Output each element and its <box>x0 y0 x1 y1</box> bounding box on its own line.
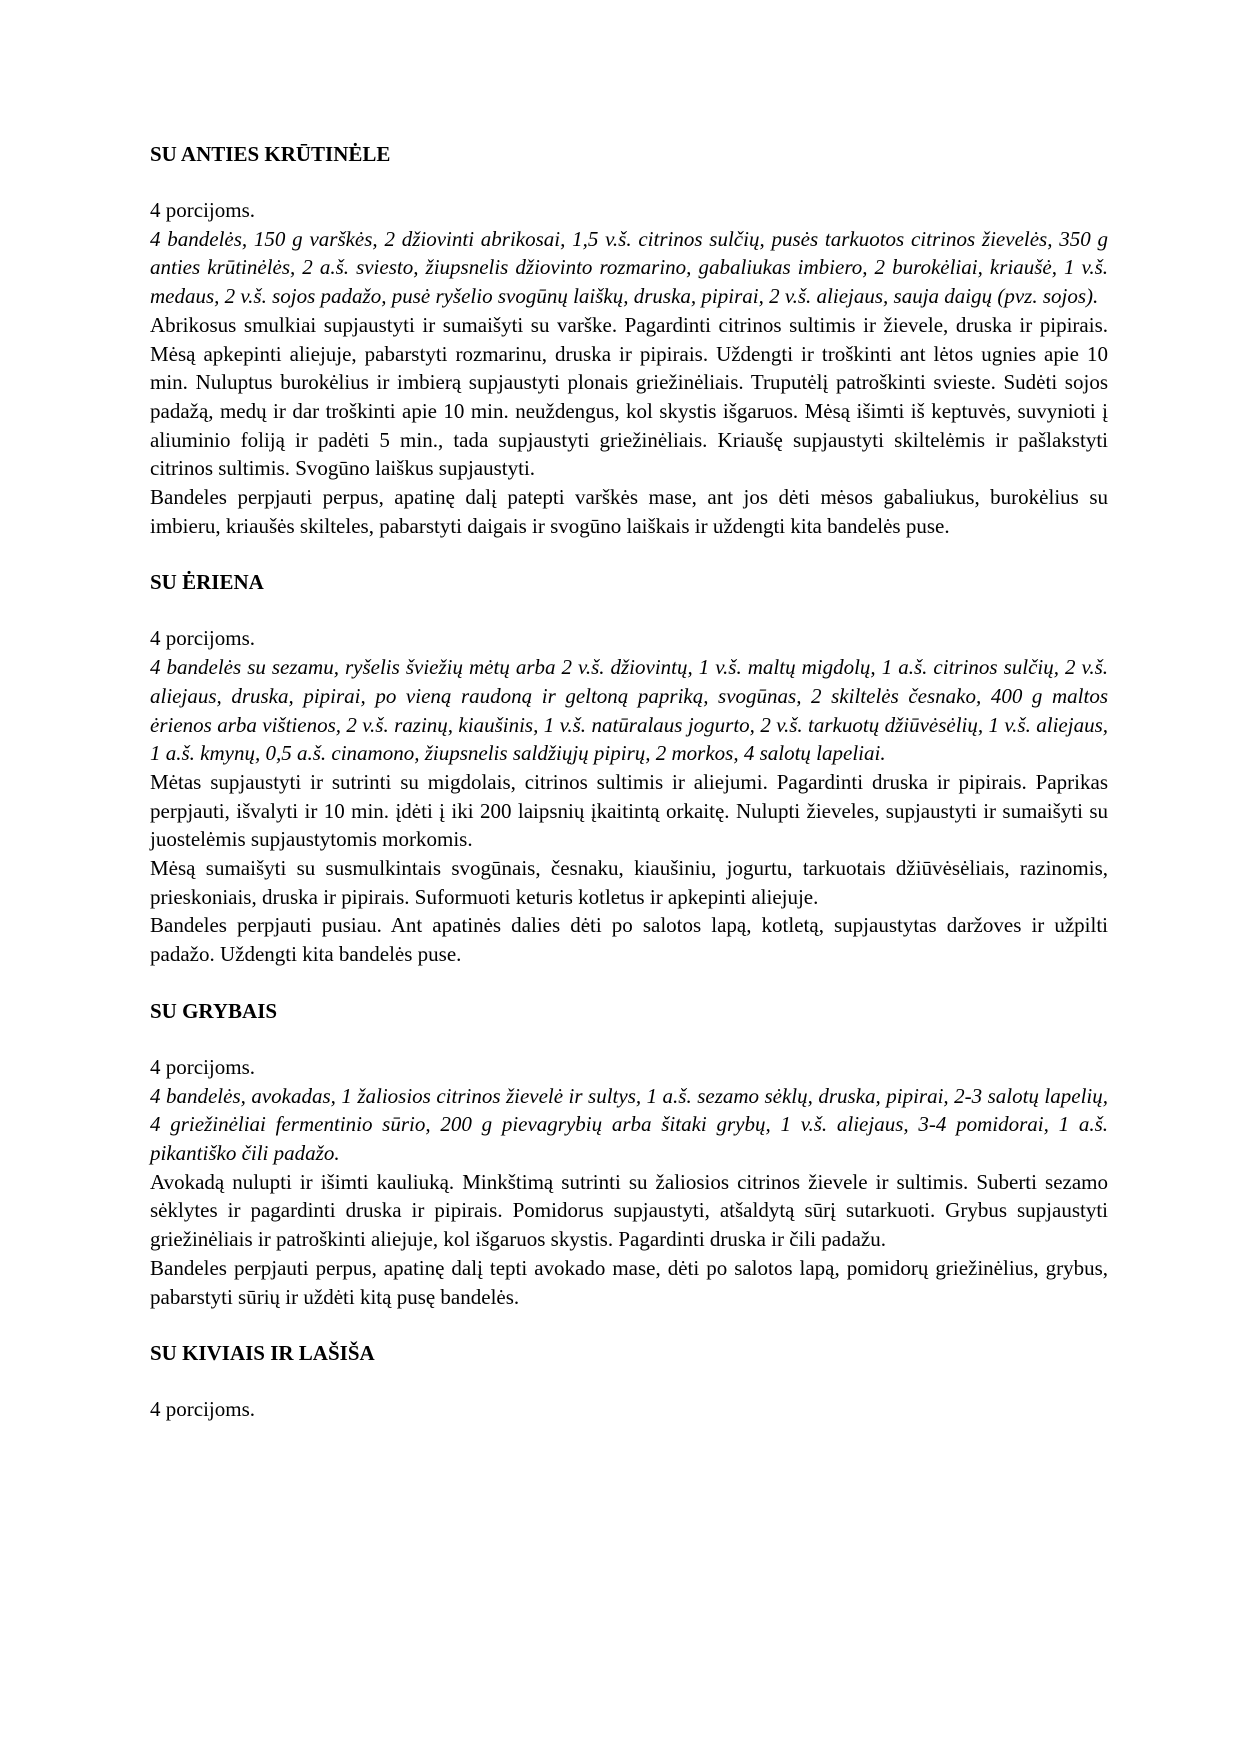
recipe-step: Bandeles perpjauti pusiau. Ant apatinės dalies dėti po salotos lapą, kotletą, supjaustytas daržoves ir užpilti padažo. Uždengti kita bandelės puse. <box>150 913 1108 967</box>
recipe-step: Bandeles perpjauti perpus, apatinę dalį tepti avokado mase, dėti po salotos lapą, pomidorų griežinėlius, grybus, pabarstyti sūrių ir uždėti kitą pusę bandelės. <box>150 1255 1108 1309</box>
recipe-title: SU ANTIES KRŪTINĖLE <box>150 142 391 166</box>
recipe-step: Mėsą sumaišyti su susmulkintais svogūnais, česnaku, kiaušiniu, jogurtu, tarkuotais džiūvėsėliais, razinomis, prieskoniais, druska ir pipirais. Suformuoti keturis kotletus ir apkepinti aliejuje. <box>150 856 1108 909</box>
recipe-ingredients: 4 bandelės, avokadas, 1 žaliosios citrinos žievelė ir sultys, 1 a.š. sezamo sėklų, druska, pipirai, 2-3 salotų lapelių, 4 griežinėliai fermentinio sūrio, 200 g pievagrybių arba šitaki grybų, 1 v.š. aliejaus, 3-4 pomidorai, 1 a.š. pikantiško čili padažo. <box>150 1083 1108 1165</box>
recipe-step: Bandeles perpjauti perpus, apatinę dalį patepti varškės mase, ant jos dėti mėsos gabaliukus, burokėlius su imbieru, kriaušės skilteles, pabarstyti daigais ir svogūno laiškais ir uždengti kita bandelės puse. <box>150 485 1108 538</box>
recipe-kiwi-salmon <box>150 1339 1108 1424</box>
recipe-servings: 4 porcijoms. <box>150 1397 255 1422</box>
recipe-step: Mėtas supjaustyti ir sutrinti su migdolais, citrinos sultimis ir aliejumi. Pagardinti druska ir pipirais. Paprikas perpjauti, išvalyti ir 10 min. įdėti į iki 200 laipsnių įkaitintą orkaitę. Nulupti žieveles, supjaustyti ir sumaišyti su juostelėmis supjaustytomis morkomis. <box>150 769 1108 852</box>
recipe-title: SU GRYBAIS <box>150 998 278 1023</box>
recipe-mushrooms <box>150 997 1108 1311</box>
recipe-servings: 4 porcijoms. <box>150 198 255 222</box>
recipe-title: SU ĖRIENA <box>150 570 264 595</box>
document-page <box>150 140 1108 1424</box>
recipe-duck <box>150 140 1108 540</box>
recipe-ingredients: 4 bandelės, 150 g varškės, 2 džiovinti abrikosai, 1,5 v.š. citrinos sulčių, pusės tarkuotos citrinos žievelės, 350 g anties krūtinėlės, 2 a.š. sviesto, žiupsnelis džiovinto rozmarino, gabaliukas imbiero, 2 burokėliai, kriaušė, 1 v.š. medaus, 2 v.š. sojos padažo, pusė ryšelio svogūnų laiškų, druska, pipirai, 2 v.š. aliejaus, sauja daigų (pvz. sojos). <box>150 226 1108 309</box>
recipe-servings: 4 porcijoms. <box>150 626 255 651</box>
recipe-servings: 4 porcijoms. <box>150 1054 255 1079</box>
recipe-lamb <box>150 568 1108 968</box>
recipe-title: SU KIVIAIS IR LAŠIŠA <box>150 1341 375 1366</box>
recipe-ingredients: 4 bandelės su sezamu, ryšelis šviežių mėtų arba 2 v.š. džiovintų, 1 v.š. maltų migdolų, 1 a.š. citrinos sulčių, 2 v.š. aliejaus, druska, pipirai, po vieną raudoną ir geltoną papriką, svogūnas, 2 skiltelės česnako, 400 g maltos ėrienos arba vištienos, 2 v.š. razinų, kiaušinis, 1 v.š. natūralaus jogurto, 2 v.š. tarkuotų džiūvėsėlių, 1 v.š. aliejaus, 1 a.š. kmynų, 0,5 a.š. cinamono, žiupsnelis saldžiųjų pipirų, 2 morkos, 4 salotų lapeliai. <box>150 655 1108 766</box>
recipe-step: Abrikosus smulkiai supjaustyti ir sumaišyti su varške. Pagardinti citrinos sultimis ir žievele, druska ir pipirais. Mėsą apkepinti aliejuje, pabarstyti rozmarinu, druska ir pipirais. Uždengti ir troškinti ant lėtos ugnies apie 10 min. Nuluptus burokėlius ir imbierą supjaustyti plonais griežinėliais. Truputėlį patroškinti svieste. Sudėti sojos padažą, medų ir dar troškinti apie 10 min. neuždengus, kol skystis išgaruos. Mėsą išimti iš keptuvės, suvynioti į aliuminio foliją ir padėti 5 min., tada supjaustyti griežinėliais. Kriaušę supjaustyti skiltelėmis ir pašlakstyti citrinos sultimis. Svogūno laiškus supjaustyti. <box>150 312 1108 481</box>
recipe-step: Avokadą nulupti ir išimti kauliuką. Minkštimą sutrinti su žaliosios citrinos žievele ir sultimis. Suberti sezamo sėklytes ir pagardinti druska ir pipirais. Pomidorus supjaustyti, atšaldytą sūrį sutarkuoti. Grybus supjaustyti griežinėliais ir patroškinti aliejuje, kol išgaruos skystis. Pagardinti druska ir čili padažu. <box>150 1169 1108 1252</box>
